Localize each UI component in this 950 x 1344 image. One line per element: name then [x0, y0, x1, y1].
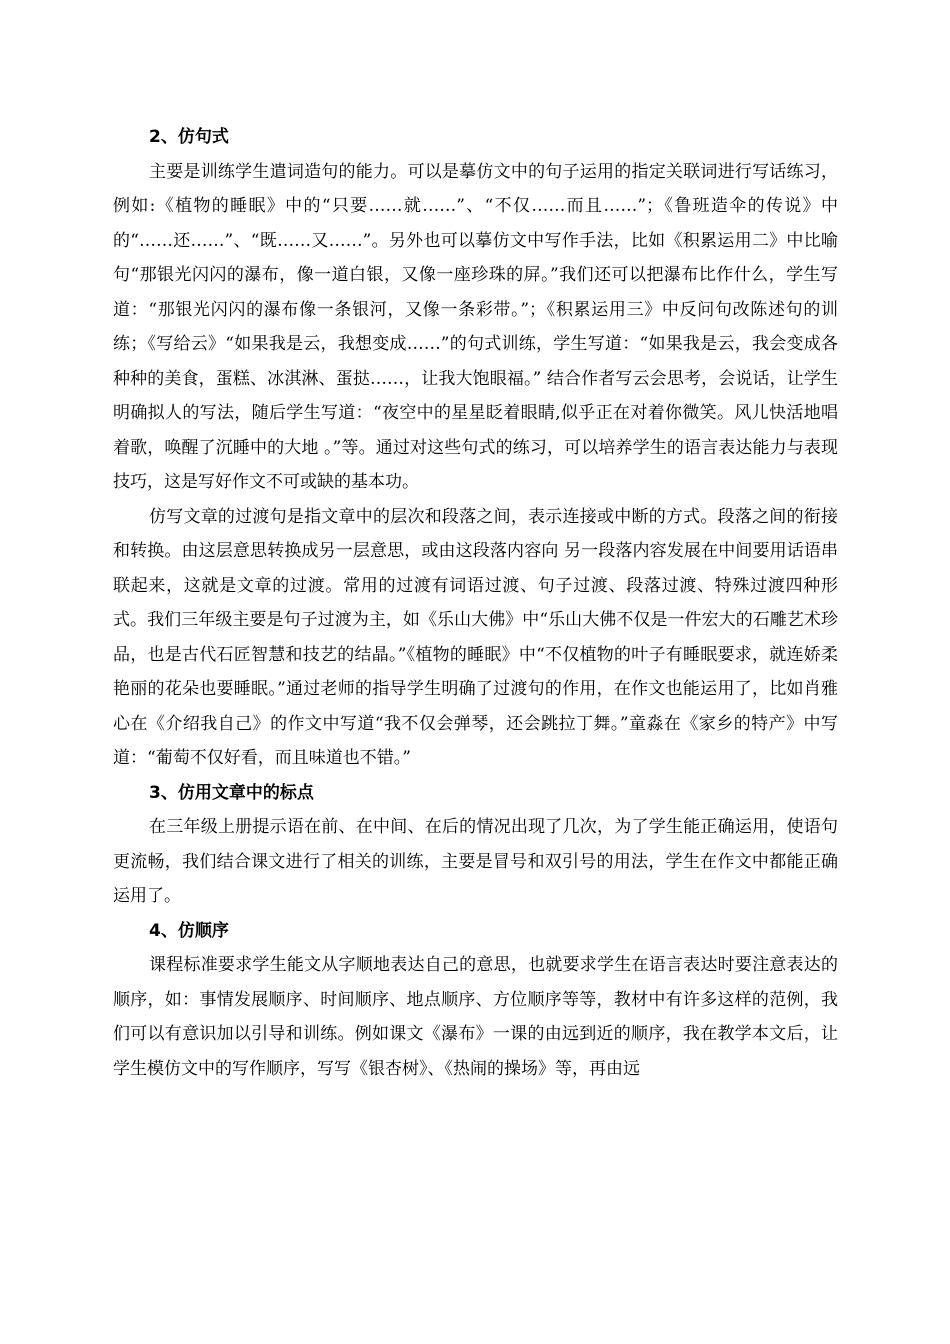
paragraph: 主要是训练学生遣词造句的能力。可以是摹仿文中的句子运用的指定关联词进行写话练习，例如:《植物的睡眠》中的“只要……就……”、“不仅……而且……”；《鲁班造伞的传说》中的“……还……”、“既……又……”。另外也可以摹仿文中写作手法，比如《积累运用二》中比喻句“那银光闪闪的瀑布，像一道白银，又像一座珍珠的屏。”我们还可以把瀑布比作什么，学生写道：“那银光闪闪的瀑布像一条银河，又像一条彩带。”；《积累运用三》中反问句改陈述句的训练；《写给云》“如果我是云，我想变成……”的句式训练，学生写道：“如果我是云，我会变成各种种的美食，蛋糕、冰淇淋、蛋挞……，让我大饱眼福。” 结合作者写云会思考，会说话，让学生明确拟人的写法，随后学生写道：“夜空中的星星眨着眼睛,似乎正在对着你微笑。风儿快活地唱着歌，唤醒了沉睡中的大地 。”等。通过对这些句式的练习，可以培养学生的语言表达能力与表现技巧，这是写好作文不可或缺的基本功。 — [113, 161, 838, 492]
paragraph: 课程标准要求学生能文从字顺地表达自己的意思，也就要求学生在语言表达时要注意表达的顺序，如：事情发展顺序、时间顺序、地点顺序、方位顺序等等，教材中有许多这样的范例，我们可以有意识加以引导和训练。例如课文《瀑布》一课的由远到近的顺序，我在教学本文后，让学生模仿文中的写作顺序，写写《银杏树》、《热闹的操场》等，再由远 — [113, 955, 838, 1079]
section-heading: 2、仿句式 — [149, 127, 229, 147]
section-heading: 4、仿顺序 — [149, 920, 229, 941]
section-punctuation — [113, 776, 838, 914]
paragraph: 在三年级上册提示语在前、在中间、在后的情况出现了几次，为了学生能正确运用，使语句更流畅，我们结合课文进行了相关的训练，主要是冒号和双引号的用法，学生在作文中都能正确运用了。 — [113, 817, 838, 906]
document-page — [113, 120, 838, 1086]
section-order — [113, 914, 838, 1087]
section-heading: 3、仿用文章中的标点 — [149, 782, 314, 803]
paragraph: 仿写文章的过渡句是指文章中的层次和段落之间，表示连接或中断的方式。段落之间的衔接和转换。由这层意思转换成另一层意思，或由这段落内容向 另一段落内容发展在中间要用话语串联起来，这就是文章的过渡。常用的过渡有词语过渡、句子过渡、段落过渡、特殊过渡四种形式。我们三年级主要是句子过渡为主，如《乐山大佛》中“乐山大佛不仅是一件宏大的石雕艺术珍品，也是古代石匠智慧和技艺的结晶。”《植物的睡眠》中“不仅植物的叶子有睡眠要求，就连娇柔艳丽的花朵也要睡眠。”通过老师的指导学生明确了过渡句的作用，在作文也能运用了，比如肖雅心在《介绍我自己》的作文中写道“我不仅会弹琴，还会跳拉丁舞。”童淼在《家乡的特产》中写道：“葡萄不仅好看，而且味道也不错。” — [113, 506, 838, 768]
section-sentence-patterns — [113, 120, 838, 776]
